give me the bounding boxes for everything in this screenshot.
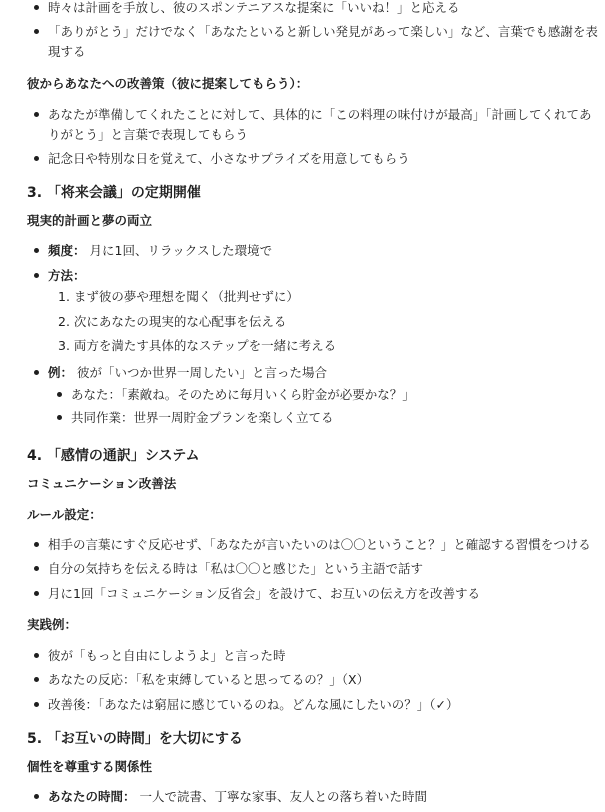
section-subtitle: 個性を尊重する関係性 <box>27 759 153 774</box>
list-item <box>48 787 427 806</box>
section-title: 3. 「将来会議」の定期開催 <box>27 185 201 201</box>
list-item: あなたが準備してくれたことに対して、具体的に「この料理の味付けが最高」「計画してくれてあ <box>48 107 592 122</box>
list-item: 方法： <box>48 268 86 283</box>
freq-label: 頻度： <box>48 243 86 258</box>
list-item: 相手の言葉にすぐ反応せず、「あなたが言いたいのは〇〇ということ？」と確認する習慣をつける <box>48 537 591 552</box>
numbered-step: 3. 両方を満たす具体的なステップを一緒に考える <box>58 338 337 353</box>
list-item: 時々は計画を手放し、彼のスポンテニアスな提案に「いいね！」と応える <box>48 0 460 15</box>
your-time-label: あなたの時間： <box>48 789 136 804</box>
section-heading: 実践例： <box>27 617 78 632</box>
your-time-text: 一人で読書、丁寧な家事、友人との落ち着いた時間 <box>139 789 428 804</box>
section-heading: ルール設定： <box>27 507 102 522</box>
numbered-step: 1. まず彼の夢や理想を聞く（批判せずに） <box>58 289 299 304</box>
sub-list-item: あなた：「素敵ね。そのために毎月いくら貯金が必要かな？」 <box>71 387 415 402</box>
list-item <box>48 363 327 382</box>
section-title: 4. 「感情の通訳」システム <box>27 448 200 464</box>
section-subtitle: コミュニケーション改善法 <box>27 476 177 491</box>
section-subtitle: 現実的計画と夢の両立 <box>27 213 153 228</box>
list-item <box>48 241 272 260</box>
list-item: 「ありがとう」だけでなく「あなたといると新しい発見があって楽しい」など、言葉でも感謝を表 <box>48 24 598 39</box>
list-item-continuation: りがとう」と言葉で表現してもらう <box>48 127 249 142</box>
list-item: 彼が「もっと自由にしようよ」と言った時 <box>48 648 286 663</box>
list-item: あなたの反応：「私を束縛していると思ってるの？」（X） <box>48 672 370 687</box>
list-item: 月に1回「コミュニケーション反省会」を設けて、お互いの伝え方を改善する <box>48 586 480 601</box>
list-item-continuation: 現する <box>48 44 86 59</box>
numbered-step: 2. 次にあなたの現実的な心配事を伝える <box>58 314 287 329</box>
section-heading: 彼からあなたへの改善策（彼に提案してもらう）： <box>27 76 309 91</box>
list-item: 自分の気持ちを伝える時は「私は〇〇と感じた」という主語で話す <box>48 561 424 576</box>
sub-list-item: 共同作業：世界一周貯金プランを楽しく立てる <box>71 410 334 425</box>
example-label: 例： <box>48 365 74 380</box>
list-item: 改善後：「あなたは窮屈に感じているのね。どんな風にしたいの？」（✓） <box>48 697 459 712</box>
example-text: 彼が「いつか世界一周したい」と言った場合 <box>77 365 328 380</box>
section-title: 5. 「お互いの時間」を大切にする <box>27 731 243 747</box>
freq-text: 月に1回、リラックスした環境で <box>89 243 273 258</box>
list-item: 記念日や特別な日を覚えて、小さなサプライズを用意してもらう <box>48 151 410 166</box>
